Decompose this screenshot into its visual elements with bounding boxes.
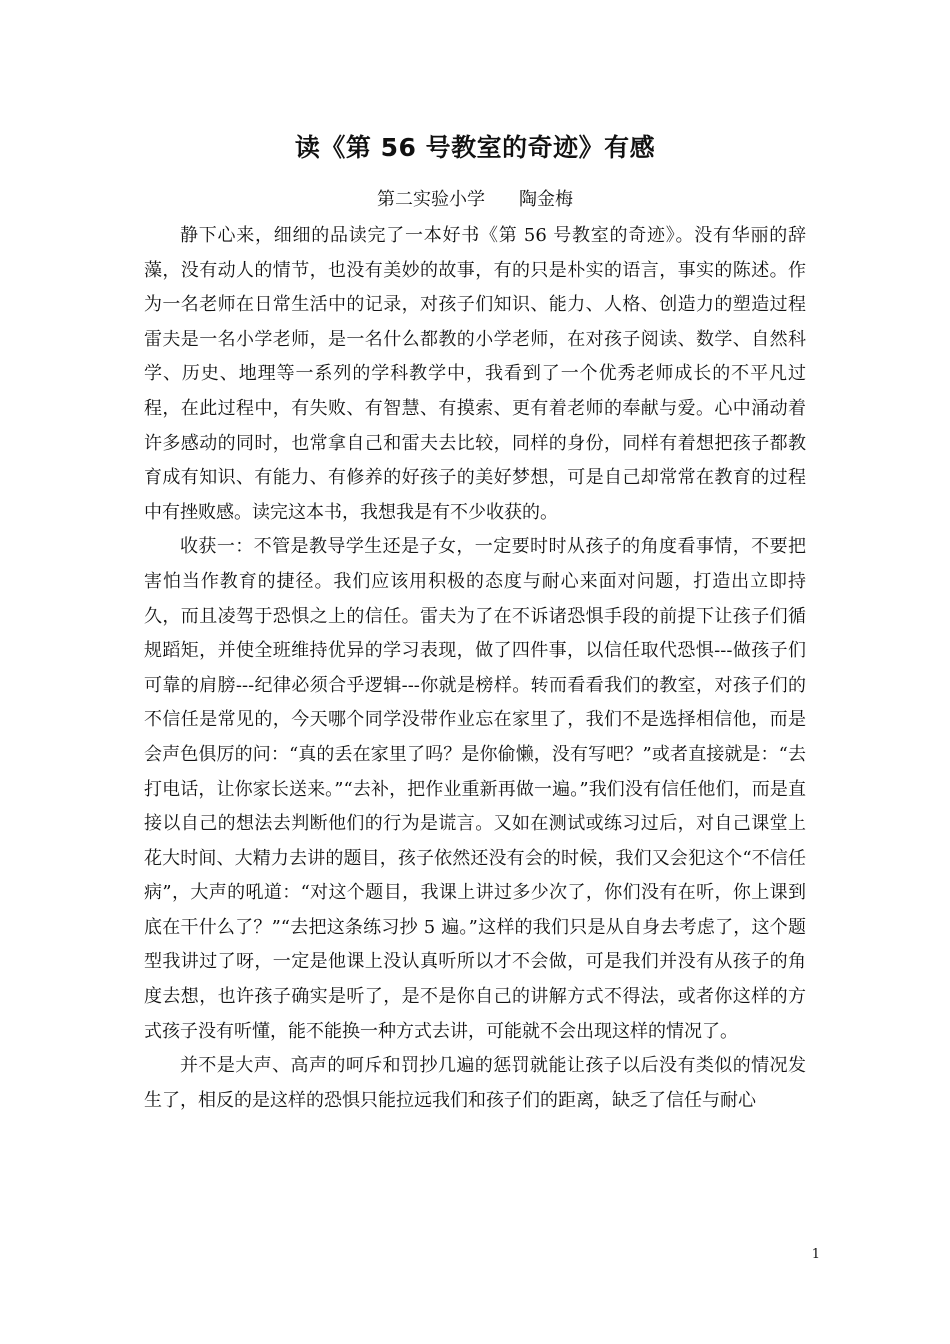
author-name: 陶金梅	[519, 189, 573, 210]
author-byline	[0, 184, 950, 216]
school-name: 第二实验小学	[377, 189, 485, 210]
document-title: 读《第 56 号教室的奇迹》有感	[294, 133, 656, 162]
page-number: 1	[811, 1247, 820, 1262]
paragraph: 并不是大声、高声的呵斥和罚抄几遍的惩罚就能让孩子以后没有类似的情况发生了，相反的是这样的恐惧只能拉远我们和孩子们的距离，缺乏了信任与耐心	[144, 1055, 806, 1111]
document-body	[144, 219, 806, 1118]
paragraph: 静下心来，细细的品读完了一本好书《第 56 号教室的奇迹》。没有华丽的辞藻，没有动人的情节，也没有美妙的故事，有的只是朴实的语言，事实的陈述。作为一名老师在日常生活中的记录，对孩子们知识、能力、人格、创造力的塑造过程雷夫是一名小学老师，是一名什么都教的小学老师，在对孩子阅读、数学、自然科学、历史、地理等一系列的学科教学中，我看到了一个优秀老师成长的不平凡过程，在此过程中，有失败、有智慧、有摸索、更有着老师的奉献与爱。心中涌动着许多感动的同时，也常拿自己和雷夫去比较，同样的身份，同样有着想把孩子都教育成有知识、有能力、有修养的好孩子的美好梦想，可是自己却常常在教育的过程中有挫败感。读完这本书，我想我是有不少收获的。	[144, 225, 806, 523]
paragraph: 收获一：不管是教导学生还是子女，一定要时时从孩子的角度看事情，不要把害怕当作教育的捷径。我们应该用积极的态度与耐心来面对问题，打造出立即持久，而且凌驾于恐惧之上的信任。雷夫为了在不诉诸恐惧手段的前提下让孩子们循规蹈矩，并使全班维持优异的学习表现，做了四件事，以信任取代恐惧---做孩子们可靠的肩膀---纪律必须合乎逻辑---你就是榜样。转而看看我们的教室，对孩子们的不信任是常见的，今天哪个同学没带作业忘在家里了，我们不是选择相信他，而是会声色俱厉的问：“真的丢在家里了吗？是你偷懒，没有写吧？”或者直接就是：“去打电话，让你家长送来。”“去补，把作业重新再做一遍。”我们没有信任他们，而是直接以自己的想法去判断他们的行为是谎言。又如在测试或练习过后，对自己课堂上花大时间、大精力去讲的题目，孩子依然还没有会的时候，我们又会犯这个“不信任病”，大声的吼道：“对这个题目，我课上讲过多少次了，你们没有在听，你上课到底在干什么了？”“去把这条练习抄 5 遍。”这样的我们只是从自身去考虑了，这个题型我讲过了呀，一定是他课上没认真听所以才不会做，可是我们并没有从孩子的角度去想，也许孩子确实是听了，是不是你自己的讲解方式不得法，或者你这样的方式孩子没有听懂，能不能换一种方式去讲，可能就不会出现这样的情况了。	[144, 536, 806, 1042]
